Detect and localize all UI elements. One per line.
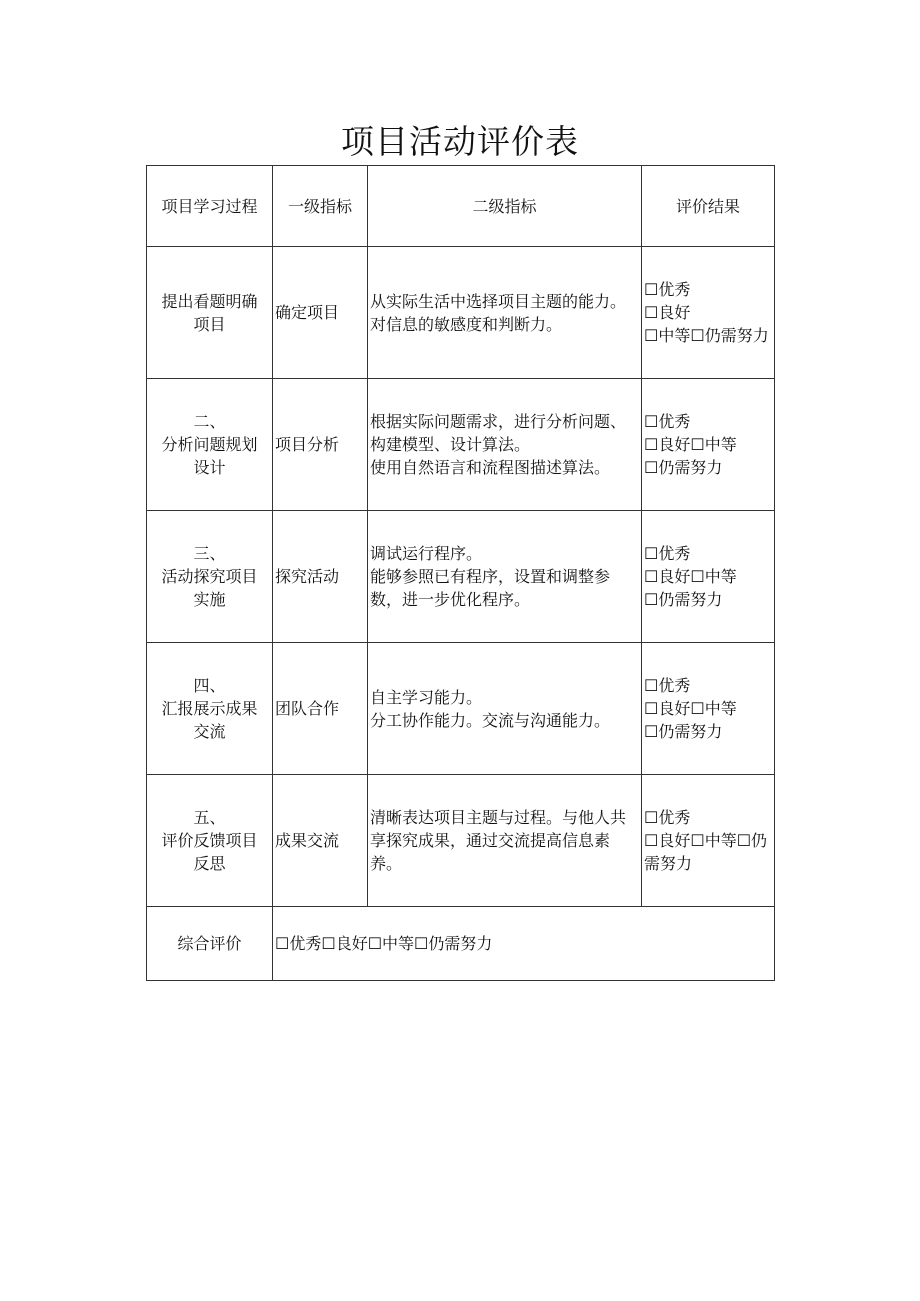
level1-cell: 团队合作 [273,643,368,775]
result-cell [642,775,775,907]
level1-cell: 项目分析 [273,379,368,511]
process-line: 反思 [193,854,226,873]
summary-label: 综合评价 [147,907,273,981]
process-line: 二、 [193,412,226,431]
process-line: 实施 [193,590,226,609]
process-line: 提出看题明确 [161,291,258,311]
process-cell [147,775,273,907]
result-cell [642,247,775,379]
result-option[interactable]: ☐良好☐中等 [644,567,737,586]
result-option[interactable]: ☐良好 [644,303,691,322]
process-line: 四、 [193,676,226,695]
header-row [147,166,775,247]
result-cell [642,379,775,511]
process-line: 活动探究项目 [161,567,258,586]
summary-row [147,907,775,981]
level2-cell [368,511,642,643]
process-line: 五、 [193,808,226,827]
result-cell [642,643,775,775]
result-option[interactable]: ☐仍需努力 [644,590,723,609]
table-row [147,511,775,643]
result-option[interactable]: ☐良好☐中等 [644,699,737,718]
page-title: 项目活动评价表 [341,122,579,161]
table-row [147,379,775,511]
result-option[interactable]: ☐优秀 [644,808,691,827]
process-line: 评价反馈项目 [161,831,258,850]
process-cell [147,643,273,775]
result-option[interactable]: ☐仍需努力 [644,458,723,477]
level1-cell: 探究活动 [273,511,368,643]
result-option[interactable]: ☐仍需努力 [644,722,723,741]
process-cell [147,247,273,379]
result-cell [642,511,775,643]
level1-cell: 成果交流 [273,775,368,907]
process-line: 三、 [193,544,226,563]
process-line: 项目 [193,314,226,334]
process-cell [147,511,273,643]
process-line: 分析问题规划 [161,435,258,454]
level2-line: 能够参照已有程序，设置和调整参数，进一步优化程序。 [370,567,611,609]
process-line: 交流 [193,722,226,741]
header-process: 项目学习过程 [147,166,273,247]
level2-line: 从实际生活中选择项目主题的能力。 [370,291,627,311]
result-option[interactable]: ☐优秀 [644,676,691,695]
level2-line: 对信息的敏感度和判断力。 [370,314,563,334]
result-option[interactable]: ☐优秀 [644,544,691,563]
process-line: 设计 [193,458,226,477]
level2-cell [368,247,642,379]
level2-line: 调试运行程序。 [370,544,483,563]
summary-options[interactable]: ☐优秀☐良好☐中等☐仍需努力 [273,907,775,981]
level2-line: 分工协作能力。交流与沟通能力。 [370,710,611,730]
table-row [147,247,775,379]
result-option[interactable]: ☐优秀 [644,280,691,299]
level2-cell [368,643,642,775]
level2-line: 自主学习能力。 [370,687,483,707]
header-level2: 二级指标 [368,166,642,247]
result-option[interactable]: ☐优秀 [644,412,691,431]
process-cell [147,379,273,511]
level2-cell [368,379,642,511]
level1-cell: 确定项目 [273,247,368,379]
level2-line: 清晰表达项目主题与过程。与他人共享探究成果，通过交流提高信息素养。 [370,808,627,873]
header-level1: 一级指标 [273,166,368,247]
level2-line: 根据实际问题需求，进行分析问题、构建模型、设计算法。 [370,412,627,454]
result-option[interactable]: ☐良好☐中等☐仍需努力 [644,831,768,873]
process-line: 汇报展示成果 [161,699,258,718]
table-row [147,775,775,907]
header-result: 评价结果 [642,166,775,247]
result-option[interactable]: ☐中等☐仍需努力 [644,326,769,345]
table-row [147,643,775,775]
level2-line: 使用自然语言和流程图描述算法。 [370,458,611,477]
evaluation-table [146,165,775,981]
level2-cell [368,775,642,907]
result-option[interactable]: ☐良好☐中等 [644,435,737,454]
